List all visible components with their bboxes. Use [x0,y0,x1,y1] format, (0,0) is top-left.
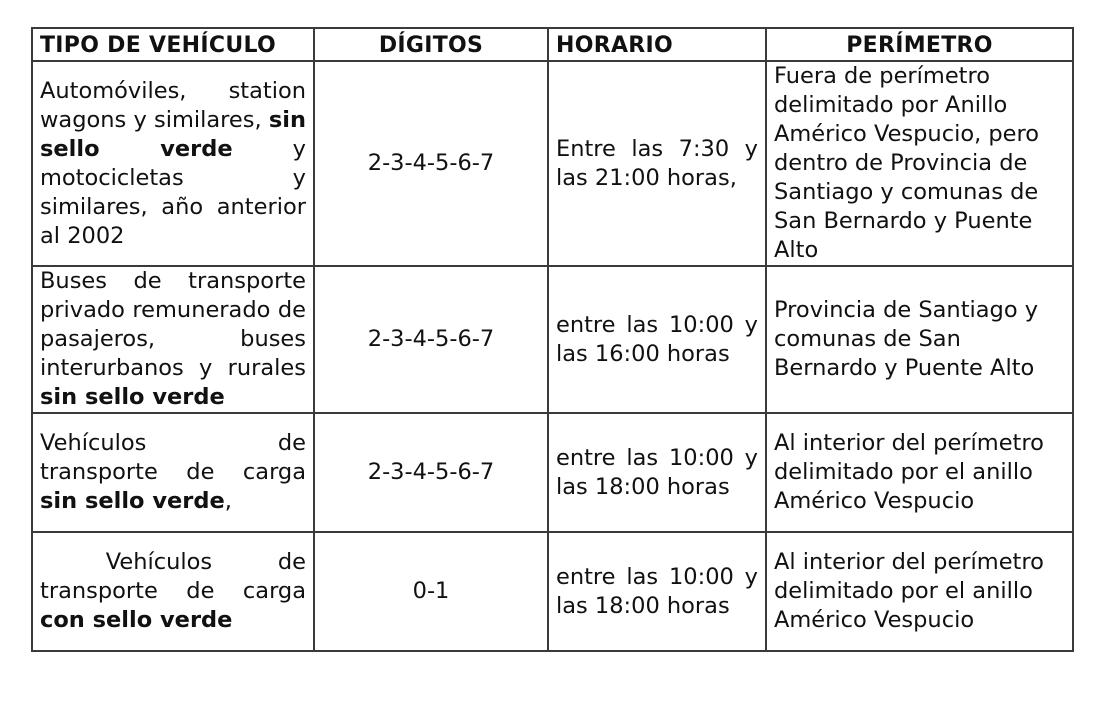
tipo-text-post: y motocicletas y similares, año anterior al 2002 [40,135,306,249]
cell-digitos: 2-3-4-5-6-7 [314,413,548,532]
table-row [32,61,1073,266]
tipo-text-post: , [224,488,232,514]
tipo-bold-text: sin sello verde [40,488,225,514]
tipo-text: Buses de transporte privado remunerado de pasajeros, buses interurbanos y rurales [40,268,306,381]
header-digitos: DÍGITOS [314,28,548,61]
table-header-row [32,28,1073,61]
table-row [32,413,1073,532]
cell-perimetro: Fuera de perímetro delimitado por Anillo Américo Vespucio, pero dentro de Provincia de Santiago y comunas de San Bernardo y Puente Alto [766,61,1073,266]
cell-digitos: 2-3-4-5-6-7 [314,266,548,413]
cell-perimetro: Al interior del perímetro delimitado por el anillo Américo Vespucio [766,413,1073,532]
cell-horario: entre las 10:00 y las 16:00 horas [548,266,766,413]
cell-tipo-vehiculo [32,532,314,651]
tipo-bold-text: con sello verde [40,607,233,633]
cell-tipo-vehiculo [32,61,314,266]
cell-horario: Entre las 7:30 y las 21:00 horas, [548,61,766,266]
header-tipo-vehiculo: TIPO DE VEHÍCULO [32,28,314,61]
restriction-table [31,27,1074,652]
cell-digitos: 0-1 [314,532,548,651]
header-horario: HORARIO [548,28,766,61]
cell-tipo-vehiculo [32,413,314,532]
cell-horario: entre las 10:00 y las 18:00 horas [548,413,766,532]
tipo-text: Automóviles, station wagons y similares, [40,77,306,133]
cell-tipo-vehiculo [32,266,314,413]
header-perimetro: PERÍMETRO [766,28,1073,61]
tipo-text: Vehículos de transporte de carga [40,549,306,604]
cell-perimetro: Al interior del perímetro delimitado por el anillo Américo Vespucio [766,532,1073,651]
table-row [32,266,1073,413]
cell-horario: entre las 10:00 y las 18:00 horas [548,532,766,651]
cell-digitos: 2-3-4-5-6-7 [314,61,548,266]
table-row [32,532,1073,651]
tipo-text: Vehículos de transporte de carga [40,430,306,485]
tipo-bold-text: sin sello verde [40,106,307,162]
tipo-bold-text: sin sello verde [40,384,225,410]
cell-perimetro: Provincia de Santiago y comunas de San Bernardo y Puente Alto [766,266,1073,413]
